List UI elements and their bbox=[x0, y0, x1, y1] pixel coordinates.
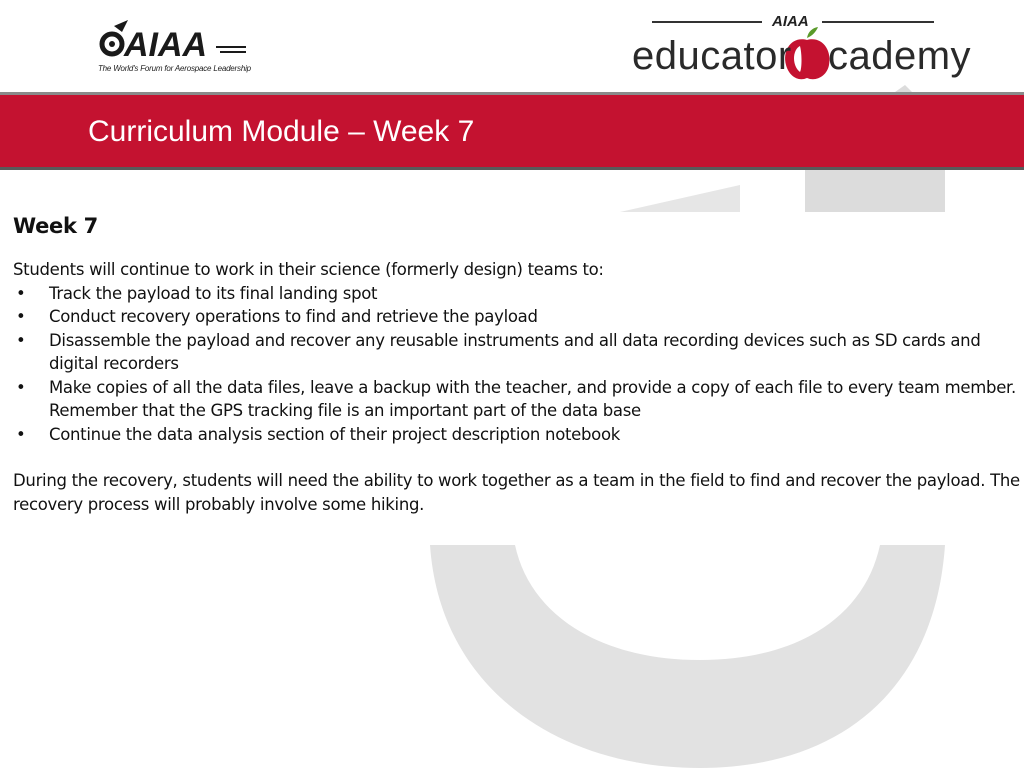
closing-paragraph: During the recovery, students will need the ability to work together as a team in the field to find and recover the payload. The recovery process will probably involve some hiking. bbox=[13, 471, 1020, 514]
slide-content bbox=[13, 214, 1021, 516]
bullet-text: Track the payload to its final landing spot bbox=[49, 283, 378, 303]
educator-word: educator bbox=[632, 34, 792, 78]
bullet-text: Conduct recovery operations to find and retrieve the payload bbox=[49, 307, 538, 326]
title-bar bbox=[0, 92, 1024, 170]
bullet-dot: • bbox=[16, 283, 26, 303]
academy-word: cademy bbox=[828, 34, 972, 78]
bullet-text: Disassemble the payload and recover any reusable instruments and all data recording devices such as SD cards and digital recorders bbox=[49, 330, 981, 373]
list-item bbox=[13, 376, 1021, 423]
bullet-dot: • bbox=[16, 377, 26, 397]
list-item bbox=[13, 282, 1021, 306]
bullet-text: Continue the data analysis section of their project description notebook bbox=[49, 424, 621, 444]
bullet-text: Make copies of all the data files, leave a backup with the teacher, and provide a copy of each file to every team member. Remember that the GPS tracking file is an important part of the data base bbox=[49, 377, 1016, 420]
educator-academy-top-label: AIAA bbox=[772, 13, 809, 30]
list-item bbox=[13, 329, 1021, 376]
list-item bbox=[13, 423, 1021, 447]
intro-text: Students will continue to work in their science (formerly design) teams to: bbox=[13, 260, 604, 279]
week-heading: Week 7 bbox=[13, 214, 98, 238]
bullet-dot: • bbox=[16, 424, 26, 444]
bullet-list bbox=[13, 282, 1021, 447]
aiaa-logo-text: AIAA bbox=[124, 26, 208, 64]
aiaa-tagline: The World's Forum for Aerospace Leadership bbox=[98, 64, 251, 73]
list-item bbox=[13, 305, 1021, 329]
bullet-dot: • bbox=[16, 330, 26, 350]
slide-title: Curriculum Module – Week 7 bbox=[88, 115, 475, 148]
bullet-dot: • bbox=[16, 307, 26, 326]
